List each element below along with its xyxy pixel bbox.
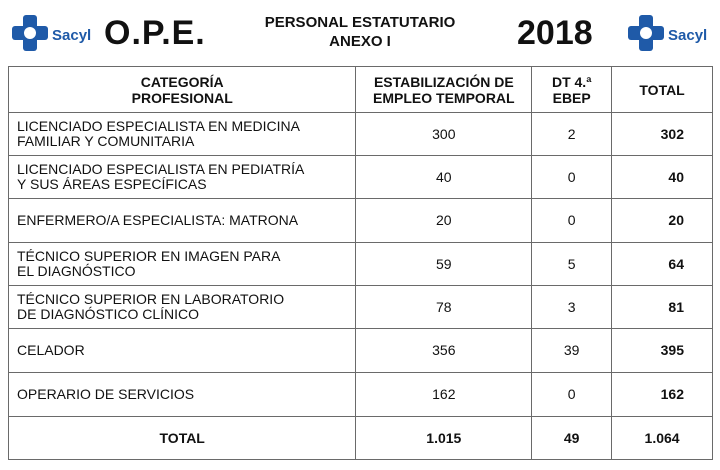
total-cell: 20 bbox=[612, 199, 713, 243]
dt-cell: 39 bbox=[532, 329, 612, 373]
totals-dt: 49 bbox=[532, 417, 612, 460]
table-row bbox=[9, 199, 713, 243]
heading-line-2: ANEXO I bbox=[329, 33, 391, 50]
stabilization-cell: 40 bbox=[356, 156, 532, 199]
ope-title: O.P.E. bbox=[104, 14, 206, 52]
category-cell: CELADOR bbox=[9, 329, 356, 373]
header-dt: DT 4.ª EBEP bbox=[532, 67, 612, 113]
table-row bbox=[9, 156, 713, 199]
sacyl-cross-icon bbox=[10, 13, 50, 53]
total-cell: 81 bbox=[612, 286, 713, 329]
stabilization-cell: 20 bbox=[356, 199, 532, 243]
header-category: CATEGORÍA PROFESIONAL bbox=[9, 67, 356, 113]
table-row bbox=[9, 373, 713, 417]
category-cell: TÉCNICO SUPERIOR EN IMAGEN PARA EL DIAGNÓSTICO bbox=[9, 243, 356, 286]
total-cell: 302 bbox=[612, 113, 713, 156]
header-stabilization: ESTABILIZACIÓN DE EMPLEO TEMPORAL bbox=[356, 67, 532, 113]
stabilization-cell: 356 bbox=[356, 329, 532, 373]
table-row bbox=[9, 286, 713, 329]
dt-cell: 0 bbox=[532, 199, 612, 243]
logo-text: Sacyl bbox=[668, 26, 708, 44]
totals-label: TOTAL bbox=[9, 417, 356, 460]
table-row bbox=[9, 329, 713, 373]
total-cell: 395 bbox=[612, 329, 713, 373]
dt-cell: 5 bbox=[532, 243, 612, 286]
stabilization-cell: 162 bbox=[356, 373, 532, 417]
total-cell: 40 bbox=[612, 156, 713, 199]
heading-line-1: PERSONAL ESTATUTARIO bbox=[264, 14, 456, 31]
sacyl-logo-left bbox=[10, 13, 91, 53]
logo-text: Sacyl bbox=[52, 26, 92, 44]
totals-row bbox=[9, 417, 713, 460]
category-cell: TÉCNICO SUPERIOR EN LABORATORIO DE DIAGNÓSTICO CLÍNICO bbox=[9, 286, 356, 329]
sacyl-cross-icon bbox=[626, 13, 666, 53]
category-cell: ENFERMERO/A ESPECIALISTA: MATRONA bbox=[9, 199, 356, 243]
header-row bbox=[9, 67, 713, 113]
stabilization-cell: 300 bbox=[356, 113, 532, 156]
category-cell: OPERARIO DE SERVICIOS bbox=[9, 373, 356, 417]
table-row bbox=[9, 243, 713, 286]
dt-cell: 0 bbox=[532, 373, 612, 417]
stabilization-cell: 78 bbox=[356, 286, 532, 329]
totals-total: 1.064 bbox=[612, 417, 713, 460]
positions-table bbox=[8, 66, 713, 460]
dt-cell: 2 bbox=[532, 113, 612, 156]
sacyl-logo-right bbox=[626, 13, 707, 53]
totals-stabilization: 1.015 bbox=[356, 417, 532, 460]
dt-cell: 0 bbox=[532, 156, 612, 199]
category-cell: LICENCIADO ESPECIALISTA EN MEDICINA FAMILIAR Y COMUNITARIA bbox=[9, 113, 356, 156]
header-total: TOTAL bbox=[612, 67, 713, 113]
total-cell: 64 bbox=[612, 243, 713, 286]
total-cell: 162 bbox=[612, 373, 713, 417]
stabilization-cell: 59 bbox=[356, 243, 532, 286]
table-row bbox=[9, 113, 713, 156]
dt-cell: 3 bbox=[532, 286, 612, 329]
document-heading bbox=[240, 13, 480, 51]
year: 2018 bbox=[517, 14, 593, 52]
category-cell: LICENCIADO ESPECIALISTA EN PEDIATRÍA Y SUS ÁREAS ESPECÍFICAS bbox=[9, 156, 356, 199]
